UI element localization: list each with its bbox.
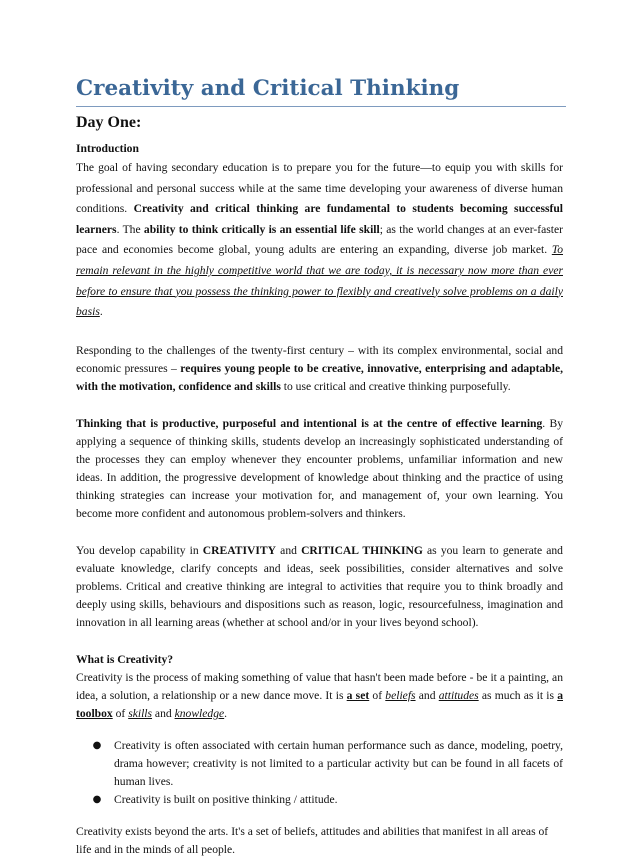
- p3-text: . By applying a sequence of thinking skills, students develop an increasingly sophisticated understanding of the processes they can employ whenever they encounter problems, unfamiliar information and new ideas. In addition, the progressive development of knowledge about thinking and the practice of using thinking strategies can increase your motivation for, and management of, your own learning. You become more confident and autonomous problem-solvers and thinkers.: [76, 416, 563, 520]
- p5-knowledge: knowledge: [174, 706, 225, 720]
- bullet-icon: ●: [92, 793, 102, 805]
- intro-bold-1: Creativity and critical thinking are fundamental to students becoming successful learners: [76, 202, 564, 236]
- what-is-creativity-heading: What is Creativity?: [76, 652, 174, 666]
- p4-text-2: and: [276, 543, 302, 557]
- p5-a-set: a set: [346, 688, 370, 702]
- introduction-heading: Introduction: [76, 142, 139, 155]
- intro-text-3: ; as the world changes at an ever-faster pace and economies become global, young adults are entering an expanding, diverse job market.: [76, 222, 563, 257]
- intro-text-2: . The: [116, 222, 144, 236]
- p5-text-7: .: [224, 706, 228, 720]
- beyond-arts-paragraph: Creativity exists beyond the arts. It's a set of beliefs, attitudes and abilities that manifest in all areas of life and in the minds of all people.: [76, 824, 549, 856]
- p4-bold-critical-thinking: CRITICAL THINKING: [301, 543, 423, 557]
- intro-bold-2: ability to think critically is an essential life skill: [143, 222, 380, 236]
- day-heading: Day One:: [76, 114, 142, 131]
- challenges-paragraph: [76, 342, 563, 396]
- intro-text-1: The goal of having secondary education is to prepare you for the future—to equip you with skills for professional and personal success while at the same time developing your awareness of diverse human conditions.: [76, 161, 563, 216]
- p5-text-3: and: [415, 688, 439, 702]
- p4-text-1: You develop capability in: [76, 543, 203, 557]
- bullet-text: Creativity is built on positive thinking / attitude.: [114, 792, 338, 806]
- intro-emphasis: To remain relevant in the highly competitive world that we are today, it is necessary now more than ever before to ensure that you possess the thinking power to flexibly and creatively solve problems on a daily basis: [76, 243, 563, 319]
- title-underline: [76, 106, 566, 107]
- thinking-paragraph: [76, 415, 563, 523]
- p3-bold: Thinking that is productive, purposeful and intentional is at the centre of effective learning: [76, 416, 543, 430]
- document-title: Creativity and Critical Thinking: [76, 76, 460, 101]
- p5-text-6: and: [152, 706, 175, 720]
- introduction-paragraph: [76, 140, 563, 323]
- intro-text-4: .: [99, 305, 103, 319]
- p5-text-1: Creativity is the process of making something of value that hasn't been made before - be it a painting, an idea, a solution, a relationship or a new dance move. It is: [76, 670, 563, 702]
- p5-text-2: of: [369, 688, 386, 702]
- what-is-creativity-paragraph: [76, 651, 563, 723]
- list-item: [76, 737, 563, 791]
- p4-bold-creativity: CREATIVITY: [202, 543, 277, 557]
- p5-beliefs: beliefs: [385, 688, 416, 702]
- bullet-icon: ●: [92, 739, 102, 751]
- p5-a-toolbox: a toolbox: [76, 688, 563, 720]
- p2-text-1: Responding to the challenges of the twenty-first century – with its complex environmental, social and economic pressures –: [76, 343, 563, 375]
- p5-text-5: of: [112, 706, 129, 720]
- p2-text-2: to use critical and creative thinking purposefully.: [280, 379, 511, 393]
- p5-attitudes: attitudes: [438, 688, 479, 702]
- document-body: [76, 140, 563, 859]
- list-item: [76, 791, 563, 809]
- capability-paragraph: [76, 542, 563, 632]
- creativity-bullet-list: [76, 737, 563, 809]
- p4-text-3: as you learn to generate and evaluate knowledge, clarify concepts and ideas, seek possibilities, consider alternatives and solve problems. Critical and creative thinking are integral to activities that require you to think broadly and deeply using skills, behaviours and dispositions such as reason, logic, resourcefulness, imagination and innovation in all learning areas (whether at school and/or in your lives beyond school).: [76, 543, 563, 629]
- p2-bold: requires young people to be creative, innovative, enterprising and adaptable, with the motivation, confidence and skills: [76, 361, 564, 393]
- p5-skills: skills: [128, 706, 153, 720]
- bullet-text: Creativity is often associated with certain human performance such as dance, modeling, poetry, drama however; creativity is not limited to a particular activity but can be found in all facets of human lives.: [114, 738, 563, 788]
- p5-text-4: as much as it is: [478, 688, 558, 702]
